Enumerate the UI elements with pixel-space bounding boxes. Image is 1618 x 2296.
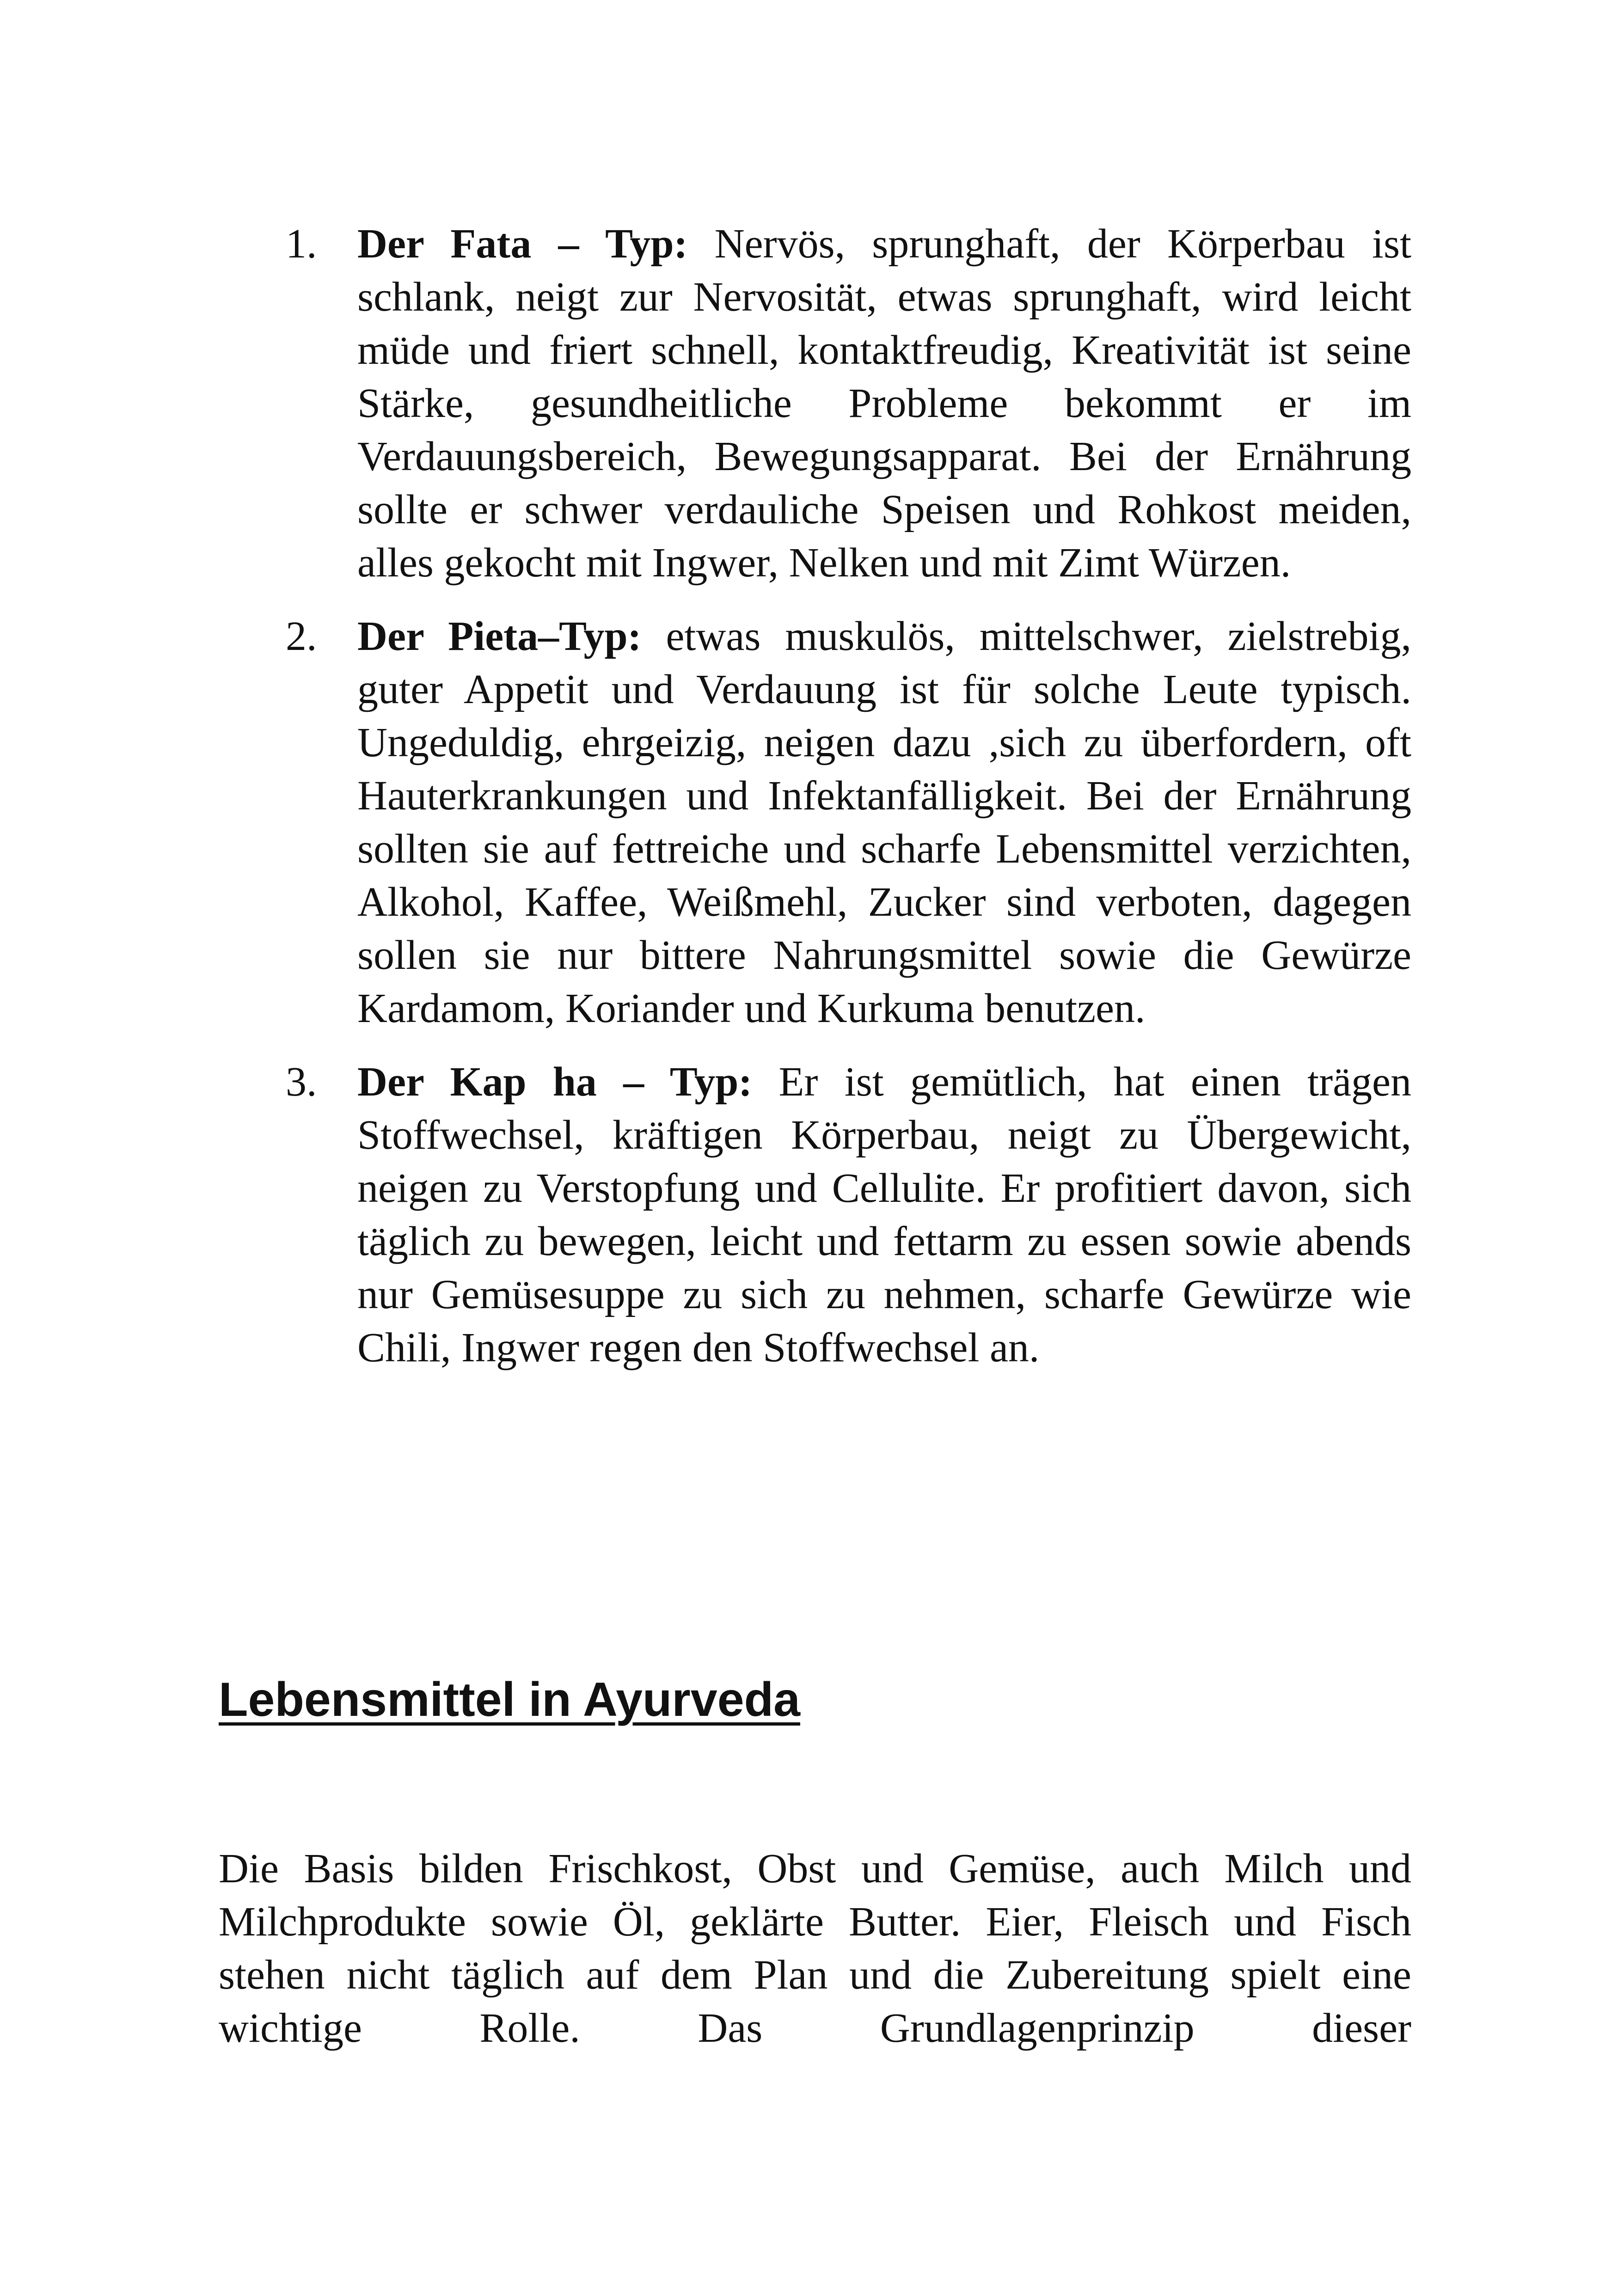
list-item-term: Der Kap ha – Typ: <box>357 1059 753 1105</box>
list-item-term: Der Fata – Typ: <box>357 221 688 267</box>
list-item <box>270 610 1411 1035</box>
list-item-text: etwas muskulös, mittelschwer, zielstrebig, guter Appetit und Verdauung ist für solche Leute typisch. Ungeduldig, ehrgeizig, neigen dazu ,sich zu überfordern, oft Hauterkrankungen und Infektanfälligkeit. Bei der Ernährung sollten sie auf fettreiche und scharfe Lebensmittel verzichten, Alkohol, Kaffee, Weißmehl, Zucker sind verboten, dagegen sollen sie nur bittere Nahrungsmittel sowie die Gewürze Kardamom, Koriander und Kurkuma benutzen. <box>357 613 1411 1031</box>
list-item-text: Nervös, sprunghaft, der Körperbau ist schlank, neigt zur Nervosität, etwas sprunghaft, wird leicht müde und friert schnell, kontaktfreudig, Kreativität ist seine Stärke, gesundheitliche Probleme bekommt er im Verdauungsbereich, Bewegungsapparat. Bei der Ernährung sollte er schwer verdauliche Speisen und Rohkost meiden, alles gekocht mit Ingwer, Nelken und mit Zimt Würzen. <box>357 221 1411 586</box>
list-item-number: 1. <box>286 221 317 267</box>
dosha-type-list <box>270 217 1411 1395</box>
list-item-number: 2. <box>286 613 317 659</box>
list-item-number: 3. <box>286 1059 317 1105</box>
section-heading: Lebensmittel in Ayurveda <box>219 1673 800 1727</box>
list-item-text: Er ist gemütlich, hat einen trägen Stoffwechsel, kräftigen Körperbau, neigt zu Übergewicht, neigen zu Verstopfung und Cellulite. Er profitiert davon, sich täglich zu bewegen, leicht und fettarm zu essen sowie abends nur Gemüsesuppe zu sich zu nehmen, scharfe Gewürze wie Chili, Ingwer regen den Stoffwechsel an. <box>357 1059 1412 1371</box>
list-item <box>270 1055 1411 1374</box>
list-item <box>270 217 1411 589</box>
body-paragraph: Die Basis bilden Frischkost, Obst und Gemüse, auch Milch und Milchprodukte sowie Öl, geklärte Butter. Eier, Fleisch und Fisch stehen nicht täglich auf dem Plan und die Zubereitung spielt eine wichtige Rolle. Das Grundlagenprinzip dieser <box>219 1846 1411 2051</box>
list-item-term: Der Pieta–Typ: <box>357 613 642 659</box>
